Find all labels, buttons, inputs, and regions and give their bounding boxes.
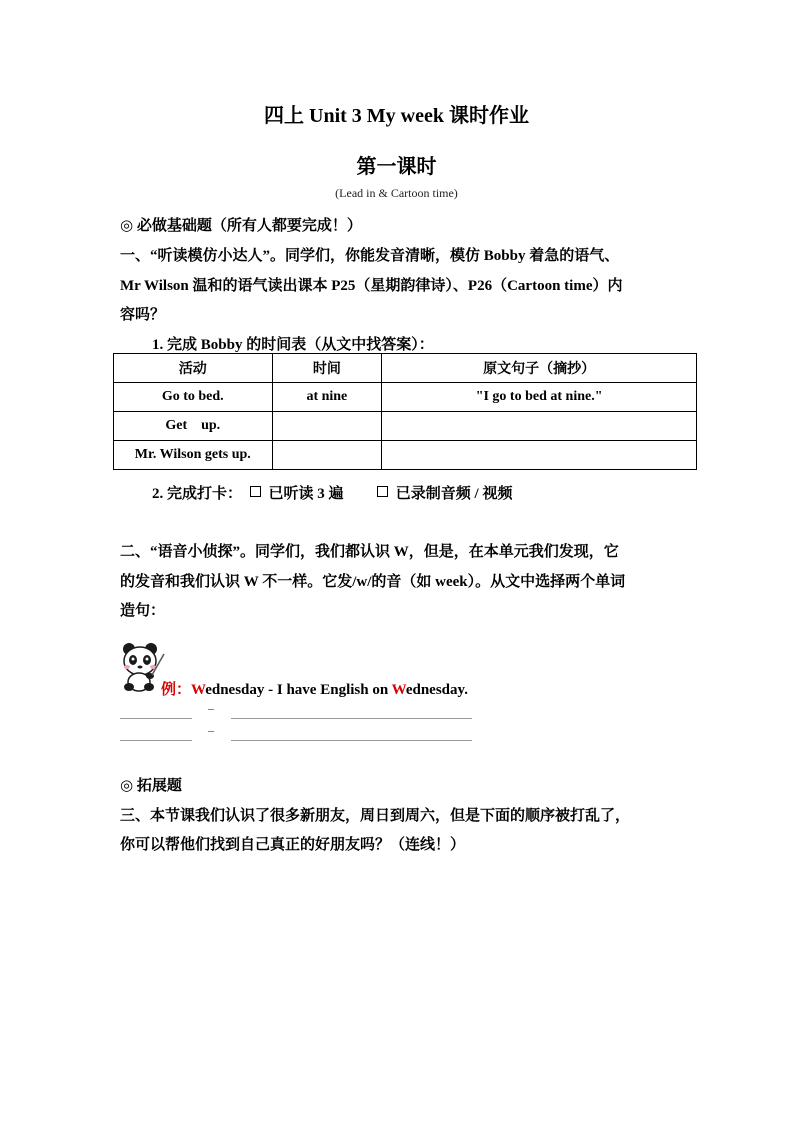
example-text-part-2: ednesday.: [405, 682, 468, 698]
checkbox-listened[interactable]: [250, 486, 261, 497]
table-cell-sentence[interactable]: [382, 441, 697, 470]
answer-sentence-blank-2[interactable]: [231, 740, 472, 741]
q1-text-line-1: 一、“听读模仿小达人”。同学们，你能发音清晰，模仿 Bobby 着急的语气、: [120, 248, 620, 264]
bobby-schedule-table: [113, 353, 697, 470]
q1-text-line-3: 容吗？: [120, 307, 166, 323]
table-cell-activity: Get up.: [114, 412, 273, 441]
lesson-title: 第一课时: [356, 156, 437, 178]
table-cell-time[interactable]: [272, 441, 382, 470]
checkbox-recorded[interactable]: [377, 486, 388, 497]
section-extension-heading: ◎ 拓展题: [120, 778, 182, 794]
q2-text-line-1: 二、“语音小侦探”。同学们，我们都认识 W，但是，在本单元我们发现，它: [120, 544, 619, 560]
q3-text-line-2: 你可以帮他们找到自己真正的好朋友吗？（连线！）: [120, 837, 466, 853]
checkbox-listened-label: 已听读 3 遍: [268, 486, 344, 502]
table-header-cell: 活动: [114, 354, 273, 383]
q1-task-2-prefix: 2. 完成打卡：: [152, 486, 243, 502]
table-cell-sentence: "I go to bed at nine.": [382, 383, 697, 412]
answer-dash-1: –: [208, 701, 214, 715]
table-cell-activity: Mr. Wilson gets up.: [114, 441, 273, 470]
checkbox-recorded-label: 已录制音频 / 视频: [395, 486, 513, 502]
q2-text-line-2: 的发音和我们认识 W 不一样。它发/w/的音（如 week）。从文中选择两个单词: [120, 574, 626, 590]
table-cell-time: at nine: [272, 383, 382, 412]
table-cell-activity: Go to bed.: [114, 383, 273, 412]
example-text-part-1: ednesday - I have English on: [205, 682, 392, 698]
lesson-note: (Lead in & Cartoon time): [335, 186, 458, 200]
table-row: [114, 412, 697, 441]
page-title: 四上 Unit 3 My week 课时作业: [264, 105, 529, 127]
answer-sentence-blank-1[interactable]: [231, 718, 472, 719]
section-basic-heading: ◎ 必做基础题（所有人都要完成！）: [120, 218, 362, 234]
example-highlight-w: W: [391, 682, 406, 698]
table-row: [114, 441, 697, 470]
example-highlight-w: W: [191, 682, 206, 698]
table-header-cell: 原文句子（摘抄）: [382, 354, 697, 383]
example-sentence: [161, 678, 468, 699]
q2-text-line-3: 造句：: [120, 603, 166, 619]
q1-text-line-2: Mr Wilson 温和的语气读出课本 P25（星期韵律诗）、P26（Cartoon time）内: [120, 278, 623, 294]
table-cell-sentence[interactable]: [382, 412, 697, 441]
table-cell-time[interactable]: [272, 412, 382, 441]
answer-word-blank-1[interactable]: [120, 718, 192, 719]
table-header-row: [114, 354, 697, 383]
q1-task-1: 1. 完成 Bobby 的时间表（从文中找答案）：: [152, 337, 434, 353]
answer-word-blank-2[interactable]: [120, 740, 192, 741]
q3-text-line-1: 三、本节课我们认识了很多新朋友，周日到周六，但是下面的顺序被打乱了，: [120, 808, 631, 824]
example-label: 例：: [161, 682, 192, 698]
answer-dash-2: –: [208, 723, 214, 737]
table-header-cell: 时间: [272, 354, 382, 383]
table-row: [114, 383, 697, 412]
q1-task-2: [152, 482, 512, 503]
panda-teacher-icon: [116, 640, 166, 694]
